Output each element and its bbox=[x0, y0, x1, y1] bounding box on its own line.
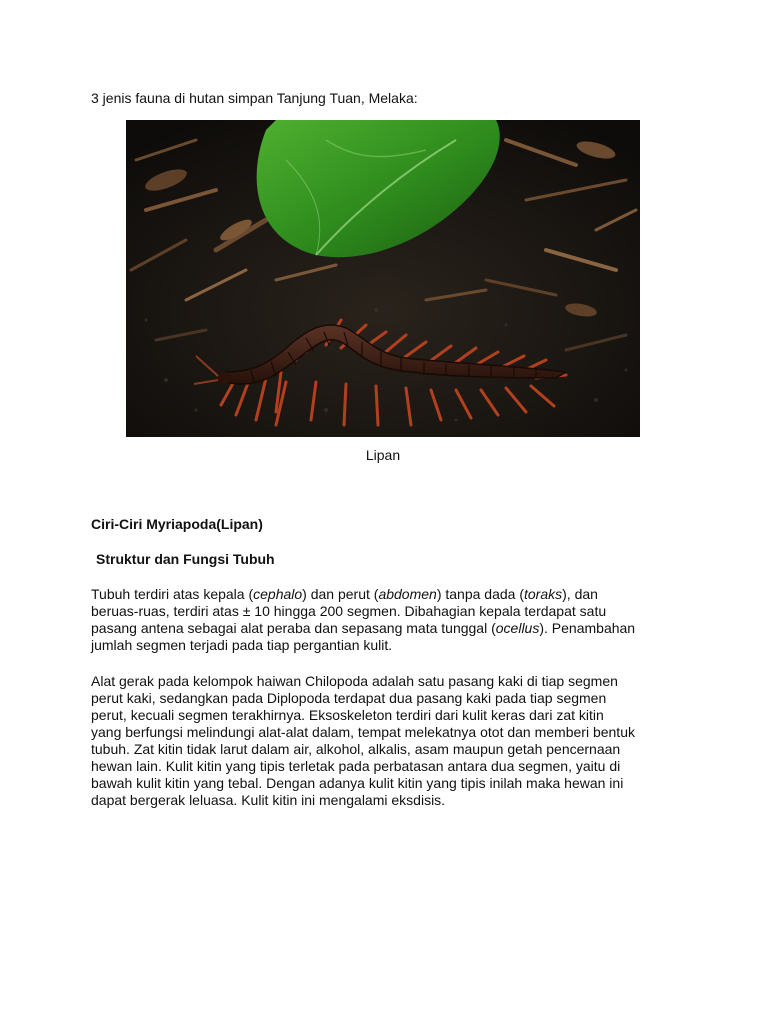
paragraph-line: yang berfungsi melindungi alat-alat dalam, tempat melekatnya otot dan memberi bentuk bbox=[91, 724, 635, 740]
term-ocellus: ocellus bbox=[495, 620, 540, 636]
paragraph-line: perut, kecuali segmen terakhirnya. Eksoskeleton terdiri dari kulit keras dari zat kitin bbox=[91, 707, 604, 723]
paragraph-line: perut kaki, sedangkan pada Diplopoda terdapat dua pasang kaki pada tiap segmen bbox=[91, 690, 607, 706]
paragraph-body-locomotion bbox=[91, 673, 691, 809]
paragraph-body-structure bbox=[91, 586, 691, 654]
text-run: ) tanpa dada ( bbox=[436, 586, 524, 602]
text-run: ), dan bbox=[562, 586, 598, 602]
term-toraks: toraks bbox=[524, 586, 563, 602]
centipede-photo bbox=[126, 120, 640, 437]
term-cephalo: cephalo bbox=[253, 586, 303, 602]
paragraph-line bbox=[91, 620, 691, 637]
centipede-photo-art bbox=[126, 120, 640, 437]
paragraph-line bbox=[91, 586, 691, 603]
text-run: ). Penambahan bbox=[539, 620, 636, 636]
paragraph-line: hewan lain. Kulit kitin yang tipis terletak pada perbatasan antara dua segmen, yaitu di bbox=[91, 758, 621, 774]
text-run: pasang antena sebagai alat peraba dan sepasang mata tunggal ( bbox=[91, 620, 496, 636]
term-abdomen: abdomen bbox=[378, 586, 437, 602]
section-heading-myriapoda: Ciri-Ciri Myriapoda(Lipan) bbox=[91, 516, 263, 532]
text-run: ) dan perut ( bbox=[302, 586, 379, 602]
paragraph-line: bawah kulit kitin yang tebal. Dengan adanya kulit kitin yang tipis inilah maka hewan ini bbox=[91, 775, 624, 791]
paragraph-line: jumlah segmen terjadi pada tiap pergantian kulit. bbox=[91, 637, 393, 653]
paragraph-line: tubuh. Zat kitin tidak larut dalam air, alkohol, alkalis, asam maupun getah pencernaan bbox=[91, 741, 621, 757]
text-run: Tubuh terdiri atas kepala ( bbox=[91, 586, 254, 602]
figure-caption: Lipan bbox=[365, 447, 401, 463]
paragraph-line: dapat bergerak leluasa. Kulit kitin ini mengalami eksdisis. bbox=[91, 792, 446, 808]
intro-text: 3 jenis fauna di hutan simpan Tanjung Tuan, Melaka: bbox=[91, 90, 418, 106]
subsection-heading-struktur: Struktur dan Fungsi Tubuh bbox=[96, 551, 275, 567]
paragraph-line: Alat gerak pada kelompok haiwan Chilopoda adalah satu pasang kaki di tiap segmen bbox=[91, 673, 618, 689]
paragraph-line: beruas-ruas, terdiri atas ± 10 hingga 200 segmen. Dibahagian kepala terdapat satu bbox=[91, 603, 607, 619]
